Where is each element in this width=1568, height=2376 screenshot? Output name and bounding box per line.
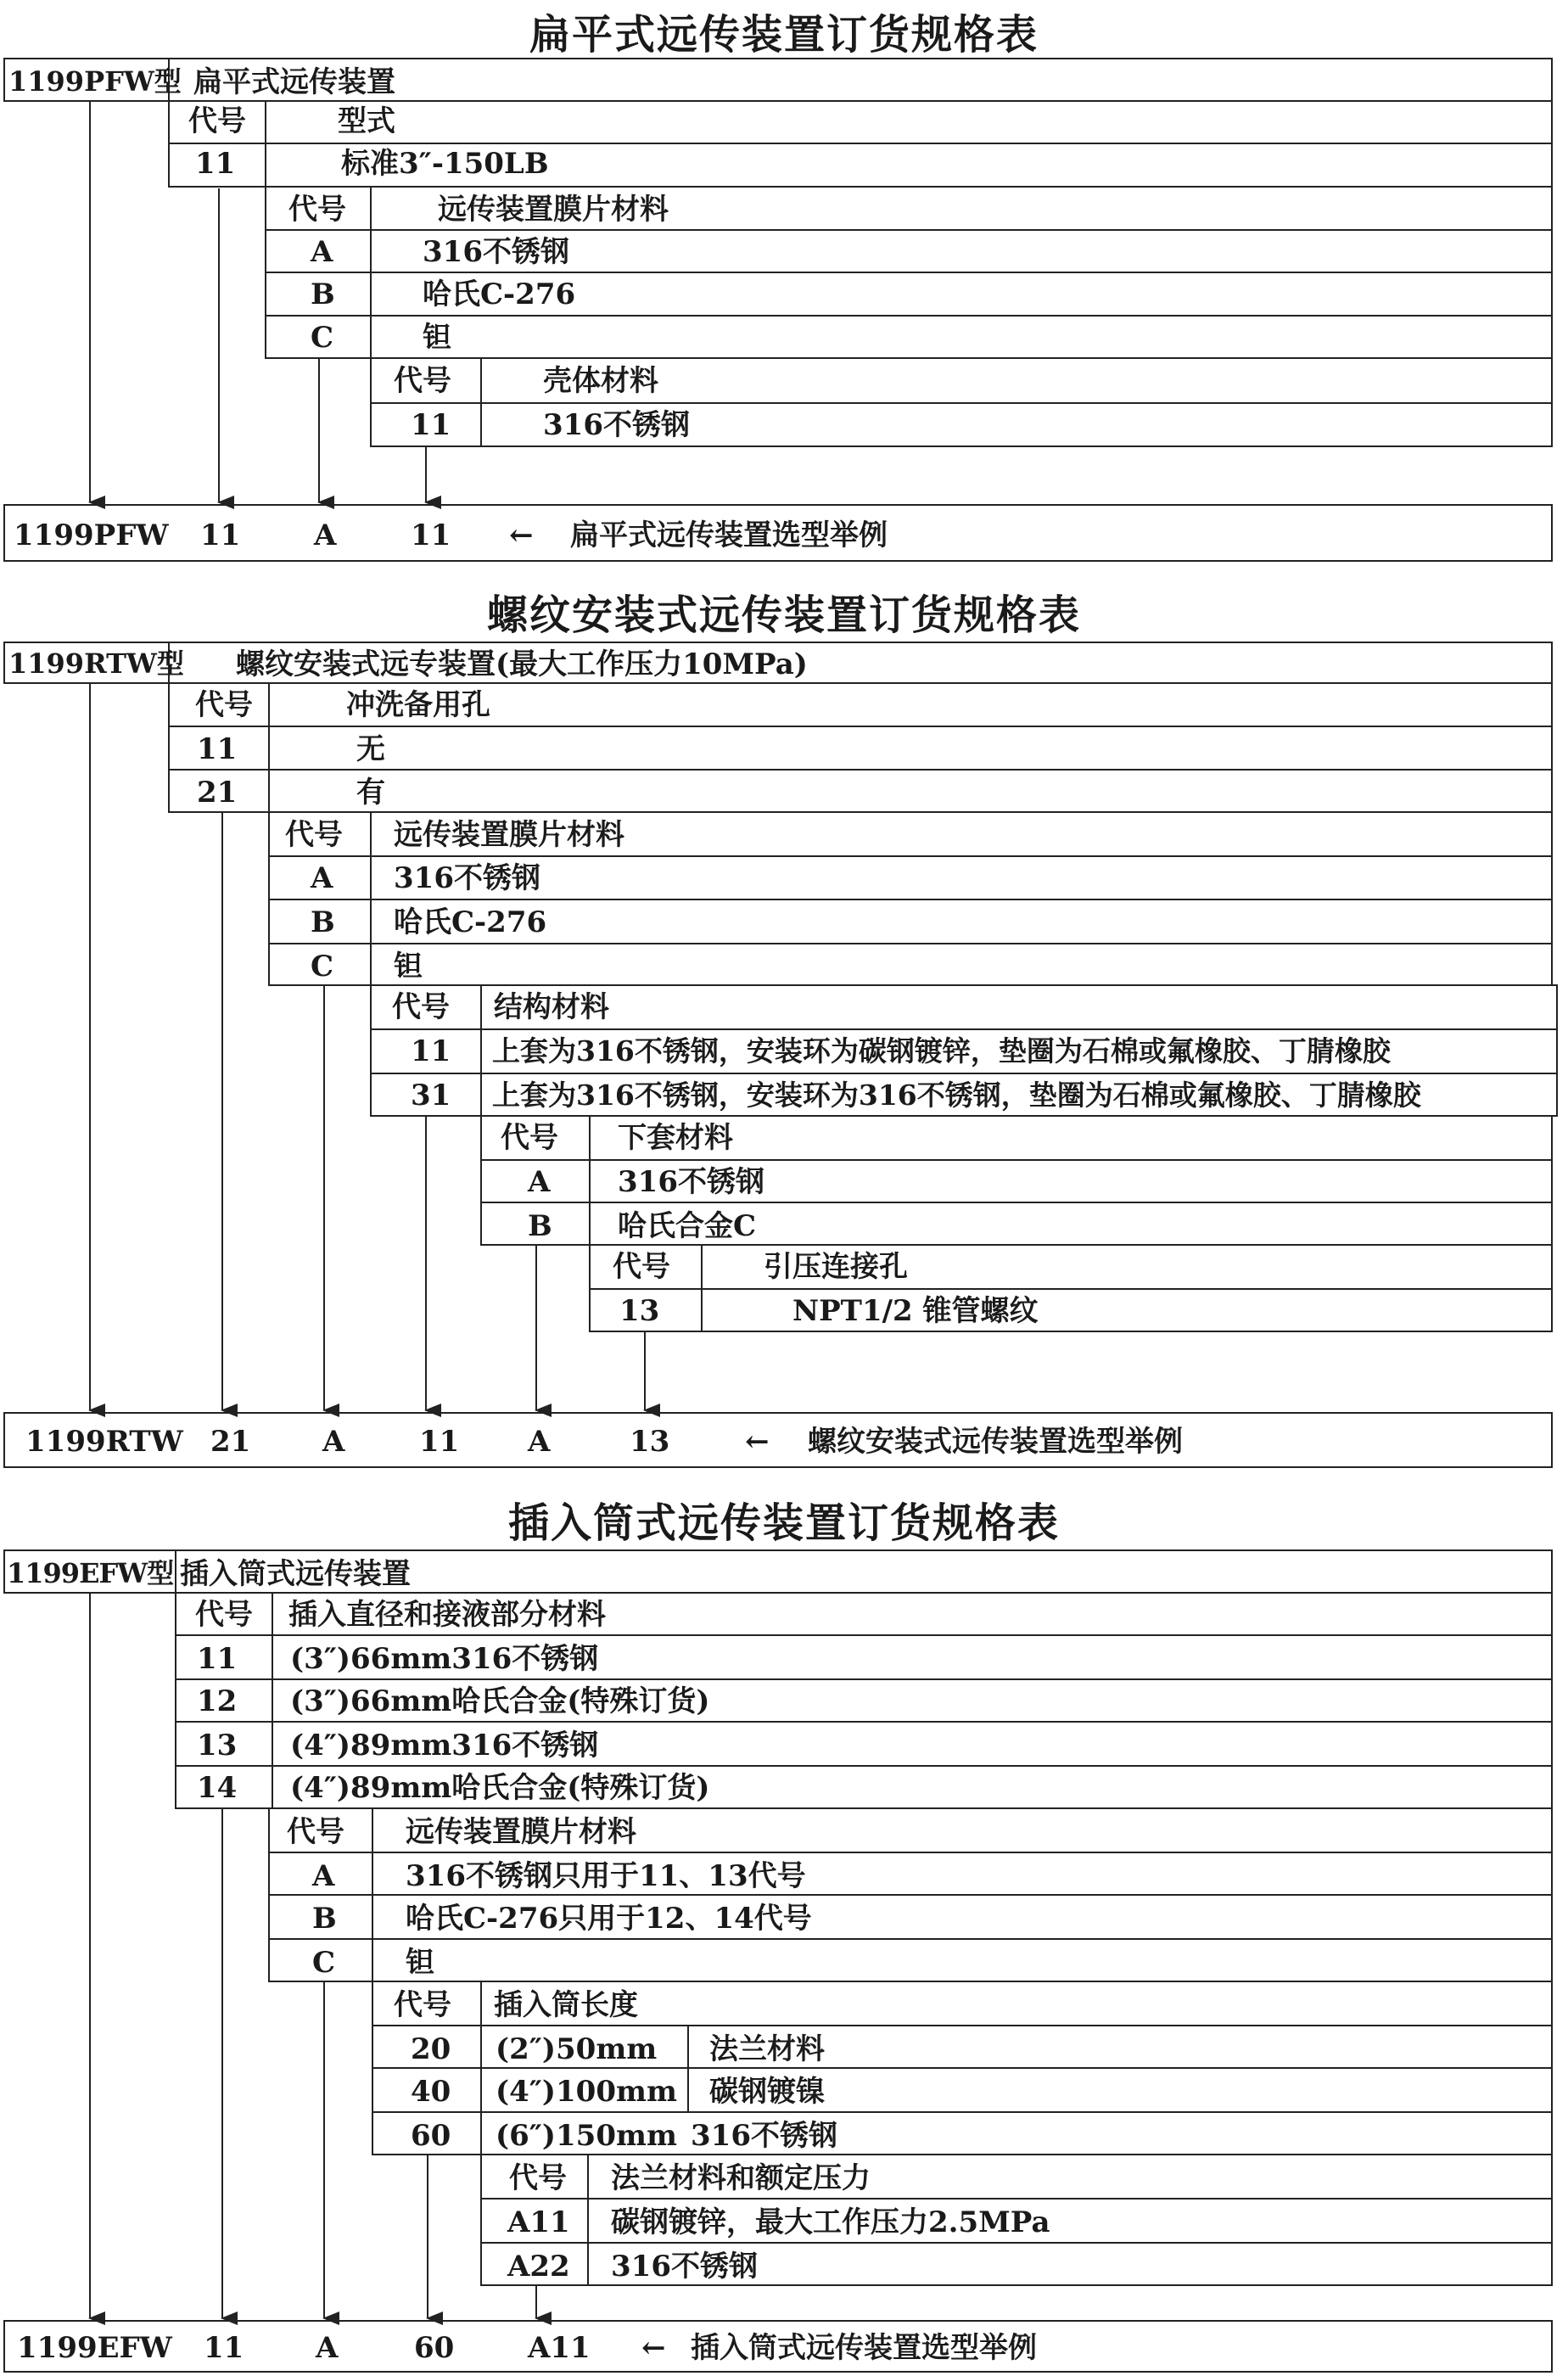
section2-diaphragm-label-c: 钽 bbox=[394, 950, 423, 983]
section3-example-code-3: 60 bbox=[414, 2331, 455, 2365]
section2-flush-code-11: 11 bbox=[197, 732, 238, 766]
section2-structure-label-11: 上套为316不锈钢，安装环为碳钢镀锌，垫圈为石棉或氟橡胶、丁腈橡胶 bbox=[492, 1034, 1391, 1068]
section3-insert-label-11: (3″)66mm316不锈钢 bbox=[290, 1642, 599, 1676]
section2-structure-header: 结构材料 bbox=[494, 990, 609, 1024]
section2-title: 螺纹安装式远传装置订货规格表 bbox=[486, 591, 1081, 639]
section3-insert-header: 插入直径和接液部分材料 bbox=[288, 1598, 606, 1632]
section1-model: 1199PFW型 bbox=[8, 65, 182, 98]
section1-housing-header: 壳体材料 bbox=[543, 364, 658, 398]
section3-flange-label-3: 316不锈钢 bbox=[691, 2119, 837, 2153]
section2-lower-header: 下套材料 bbox=[618, 1121, 733, 1155]
section2-diaphragm-code-c: C bbox=[311, 950, 334, 983]
section2-port-code-header: 代号 bbox=[613, 1250, 670, 1284]
section1-diaphragm-code-header: 代号 bbox=[288, 193, 346, 227]
section1-type-label: 标准3″-150LB bbox=[341, 147, 549, 181]
section2-diaphragm-code-b: B bbox=[311, 905, 335, 939]
section2-example-arrow: ← bbox=[745, 1425, 770, 1459]
section2-example-label: 螺纹安装式远传装置选型举例 bbox=[808, 1425, 1183, 1459]
section3-insert-code-12: 12 bbox=[197, 1684, 238, 1718]
section2-diaphragm-header: 远传装置膜片材料 bbox=[394, 818, 624, 852]
section3-length-code-20: 20 bbox=[411, 2032, 451, 2066]
section3-diaphragm-code-b: B bbox=[312, 1902, 337, 1936]
section1-title: 扁平式远传装置订货规格表 bbox=[529, 11, 1039, 59]
section2-model-desc: 螺纹安装式远专装置(最大工作压力10MPa) bbox=[236, 647, 808, 681]
section1-model-desc: 扁平式远传装置 bbox=[193, 65, 395, 99]
section1-diaphragm-header: 远传装置膜片材料 bbox=[438, 193, 669, 227]
section1-example-model: 1199PFW bbox=[14, 518, 169, 552]
section2-diaphragm-code-a: A bbox=[311, 861, 333, 895]
section2-example-code-2: A bbox=[322, 1425, 345, 1459]
section3-length-code-header: 代号 bbox=[394, 1988, 451, 2022]
section3-length-code-60: 60 bbox=[411, 2119, 451, 2153]
section1-diaphragm-label-c: 钽 bbox=[423, 321, 451, 355]
section3-pressure-code-a22: A22 bbox=[507, 2250, 570, 2284]
section2-structure-code-header: 代号 bbox=[392, 990, 450, 1024]
section3-length-label-60: (6″)150mm bbox=[496, 2119, 677, 2153]
section1-diaphragm-code-a: A bbox=[311, 235, 333, 269]
section2-flush-header: 冲洗备用孔 bbox=[346, 688, 490, 722]
section2-port-code-13: 13 bbox=[619, 1294, 660, 1328]
section3-insert-label-13: (4″)89mm316不锈钢 bbox=[290, 1729, 599, 1762]
section3-length-label-40: (4″)100mm bbox=[496, 2075, 677, 2109]
section2-diaphragm-label-a: 316不锈钢 bbox=[394, 861, 540, 895]
section2-port-header: 引压连接孔 bbox=[764, 1250, 908, 1284]
section2-diaphragm-code-header: 代号 bbox=[285, 818, 343, 852]
section1-example-label: 扁平式远传装置选型举例 bbox=[570, 518, 888, 552]
section1-housing-label: 316不锈钢 bbox=[543, 408, 690, 442]
section1-type-code-header: 代号 bbox=[188, 104, 246, 138]
section3-diaphragm-label-c: 钽 bbox=[406, 1946, 434, 1980]
section3-pressure-code-header: 代号 bbox=[509, 2161, 567, 2195]
section3-insert-label-14: (4″)89mm哈氏合金(特殊订货) bbox=[290, 1771, 710, 1805]
section2-flush-code-21: 21 bbox=[197, 776, 238, 810]
section3-insert-code-11: 11 bbox=[197, 1642, 238, 1676]
section3-pressure-header: 法兰材料和额定压力 bbox=[611, 2161, 871, 2195]
section1-housing-code-header: 代号 bbox=[394, 364, 451, 398]
section3-diaphragm-label-b: 哈氏C-276只用于12、14代号 bbox=[406, 1902, 812, 1936]
section3-pressure-code-a11: A11 bbox=[507, 2205, 570, 2239]
section3-title: 插入筒式远传装置订货规格表 bbox=[507, 1499, 1060, 1547]
section3-insert-code-header: 代号 bbox=[195, 1598, 253, 1632]
section1-diaphragm-code-b: B bbox=[311, 277, 335, 311]
section3-example-code-1: 11 bbox=[204, 2331, 244, 2365]
section3-example-code-2: A bbox=[316, 2331, 339, 2365]
section3-model: 1199EFW型 bbox=[7, 1557, 174, 1589]
section2-model: 1199RTW型 bbox=[8, 647, 184, 680]
section2-flush-code-header: 代号 bbox=[195, 688, 253, 722]
section2-flush-label-21: 有 bbox=[356, 776, 385, 810]
section2-example-code-4: A bbox=[528, 1425, 551, 1459]
section3-example-code-4: A11 bbox=[528, 2331, 591, 2365]
section3-example-label: 插入筒式远传装置选型举例 bbox=[691, 2331, 1037, 2365]
section3-example-model: 1199EFW bbox=[17, 2331, 172, 2365]
section2-lower-code-b: B bbox=[528, 1209, 552, 1243]
section3-diaphragm-header: 远传装置膜片材料 bbox=[406, 1815, 636, 1849]
section3-insert-label-12: (3″)66mm哈氏合金(特殊订货) bbox=[290, 1684, 710, 1718]
section2-example-code-1: 21 bbox=[210, 1425, 251, 1459]
section2-flush-label-11: 无 bbox=[356, 732, 385, 766]
section3-diaphragm-code-a: A bbox=[312, 1859, 335, 1893]
section2-example-code-3: 11 bbox=[419, 1425, 460, 1459]
section3-pressure-label-a11: 碳钢镀锌，最大工作压力2.5MPa bbox=[611, 2205, 1050, 2239]
section3-diaphragm-code-c: C bbox=[312, 1946, 336, 1980]
section2-lower-label-a: 316不锈钢 bbox=[618, 1165, 764, 1199]
section2-port-label-13: NPT1/2 锥管螺纹 bbox=[792, 1294, 1039, 1328]
section1-diaphragm-label-b: 哈氏C-276 bbox=[423, 277, 576, 311]
section3-insert-code-13: 13 bbox=[197, 1729, 238, 1762]
section1-housing-code: 11 bbox=[411, 408, 451, 442]
section2-diaphragm-label-b: 哈氏C-276 bbox=[394, 905, 547, 939]
section1-type-code: 11 bbox=[195, 147, 236, 181]
section3-insert-code-14: 14 bbox=[197, 1771, 238, 1805]
section1-type-header: 型式 bbox=[338, 104, 395, 138]
section3-example-arrow: ← bbox=[641, 2331, 666, 2365]
section2-lower-label-b: 哈氏合金C bbox=[618, 1209, 757, 1243]
section2-structure-code-31: 31 bbox=[411, 1079, 451, 1112]
section1-diaphragm-code-c: C bbox=[311, 321, 334, 355]
section3-length-header: 插入筒长度 bbox=[494, 1988, 638, 2022]
section2-lower-code-a: A bbox=[528, 1165, 551, 1199]
section3-length-label-20: (2″)50mm bbox=[496, 2032, 658, 2066]
section3-diaphragm-label-a: 316不锈钢只用于11、13代号 bbox=[406, 1859, 806, 1893]
section2-structure-label-31: 上套为316不锈钢，安装环为316不锈钢，垫圈为石棉或氟橡胶、丁腈橡胶 bbox=[492, 1079, 1421, 1112]
section2-lower-code-header: 代号 bbox=[501, 1121, 558, 1155]
section3-flange-label-2: 碳钢镀镍 bbox=[709, 2075, 825, 2109]
section3-flange-label-1: 法兰材料 bbox=[709, 2032, 825, 2066]
section1-example-code-3: 11 bbox=[411, 518, 451, 552]
section1-example-code-1: 11 bbox=[200, 518, 241, 552]
section1-diaphragm-label-a: 316不锈钢 bbox=[423, 235, 569, 269]
section2-example-model: 1199RTW bbox=[25, 1425, 183, 1459]
section2-example-code-5: 13 bbox=[630, 1425, 670, 1459]
section3-length-code-40: 40 bbox=[411, 2075, 451, 2109]
section3-pressure-label-a22: 316不锈钢 bbox=[611, 2250, 758, 2284]
section3-diaphragm-code-header: 代号 bbox=[287, 1815, 344, 1849]
section1-example-code-2: A bbox=[314, 518, 337, 552]
section1-example-arrow: ← bbox=[509, 518, 534, 552]
section2-structure-code-11: 11 bbox=[411, 1034, 451, 1068]
section3-model-desc: 插入筒式远传装置 bbox=[180, 1557, 411, 1591]
